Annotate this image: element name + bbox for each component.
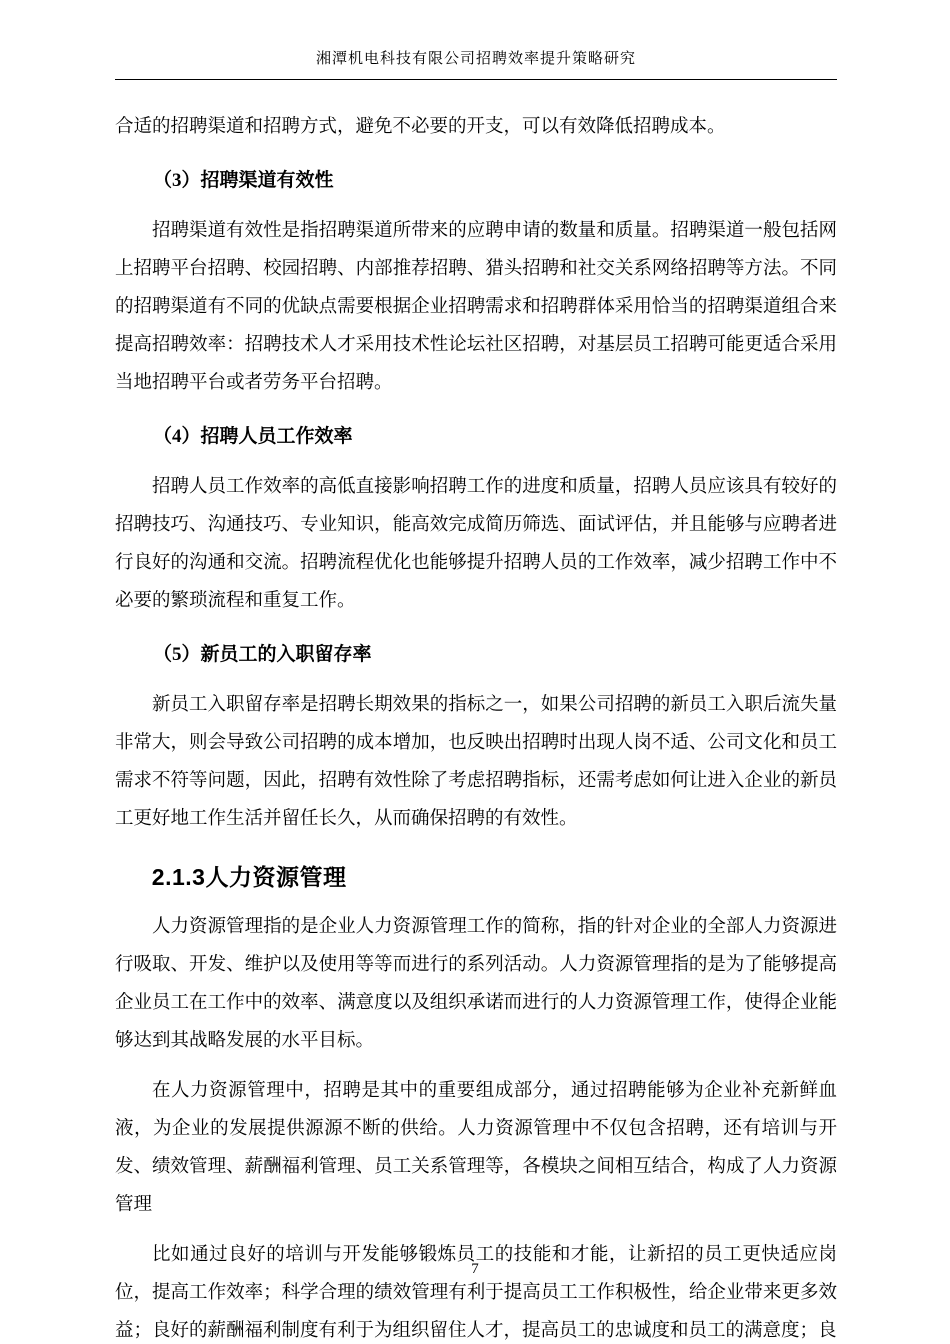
paragraph-hr-management-recruitment: 在人力资源管理中，招聘是其中的重要组成部分，通过招聘能够为企业补充新鲜血液，为企业的发展提供源源不断的供给。人力资源管理中不仅包含招聘，还有培训与开发、绩效管理、薪酬福利管理、员工关系管理等，各模块之间相互结合，构成了人力资源管理 [115, 1081, 837, 1215]
paragraph-retention-rate: 新员工入职留存率是招聘长期效果的指标之一，如果公司招聘的新员工入职后流失量非常大，则会导致公司招聘的成本增加，也反映出招聘时出现人岗不适、公司文化和员工需求不符等问题，因此，招聘有效性除了考虑招聘指标，还需考虑如何让进入企业的新员工更好地工作生活并留任长久，从而确保招聘的有效性。 [115, 695, 837, 829]
paragraph-hr-management-definition: 人力资源管理指的是企业人力资源管理工作的简称，指的针对企业的全部人力资源进行吸取、开发、维护以及使用等等而进行的系列活动。人力资源管理指的是为了能够提高企业员工在工作中的效率、满意度以及组织承诺而进行的人力资源管理工作，使得企业能够达到其战略发展的水平目标。 [115, 917, 837, 1051]
paragraph-recruiter-efficiency: 招聘人员工作效率的高低直接影响招聘工作的进度和质量，招聘人员应该具有较好的招聘技巧、沟通技巧、专业知识，能高效完成简历筛选、面试评估，并且能够与应聘者进行良好的沟通和交流。招聘流程优化也能够提升招聘人员的工作效率，减少招聘工作中不必要的繁琐流程和重复工作。 [115, 477, 837, 611]
document-body [115, 108, 837, 1344]
paragraph-channel-effectiveness: 招聘渠道有效性是指招聘渠道所带来的应聘申请的数量和质量。招聘渠道一般包括网上招聘平台招聘、校园招聘、内部推荐招聘、猎头招聘和社交关系网络招聘等方法。不同的招聘渠道有不同的优缺点需要根据企业招聘需求和招聘群体采用恰当的招聘渠道组合来提高招聘效率：招聘技术人才采用技术性论坛社区招聘，对基层员工招聘可能更适合采用当地招聘平台或者劳务平台招聘。 [115, 221, 837, 393]
page-content [115, 48, 837, 1344]
heading-channel-effectiveness: （3）招聘渠道有效性 [153, 170, 334, 191]
heading-recruiter-efficiency: （4）招聘人员工作效率 [153, 426, 353, 447]
page-header [115, 48, 837, 80]
heading-retention-rate: （5）新员工的入职留存率 [153, 644, 372, 665]
paragraph-hr-management-modules: 比如通过良好的培训与开发能够锻炼员工的技能和才能，让新招的员工更快适应岗位，提高工作效率；科学合理的绩效管理有利于提高员工工作积极性，给企业带来更多效益；良好的薪酬福利制度有利于为组织留住人才，提高员工的忠诚度和员工的满意度；良 [115, 1245, 837, 1341]
page-footer [0, 1261, 950, 1278]
page-number: 7 [471, 1261, 479, 1277]
heading-section-2-1-3-hr-management: 2.1.3人力资源管理 [151, 864, 347, 890]
paragraph-cost-reduction: 合适的招聘渠道和招聘方式，避免不必要的开支，可以有效降低招聘成本。 [115, 117, 726, 137]
running-head-title: 湘潭机电科技有限公司招聘效率提升策略研究 [315, 51, 636, 67]
